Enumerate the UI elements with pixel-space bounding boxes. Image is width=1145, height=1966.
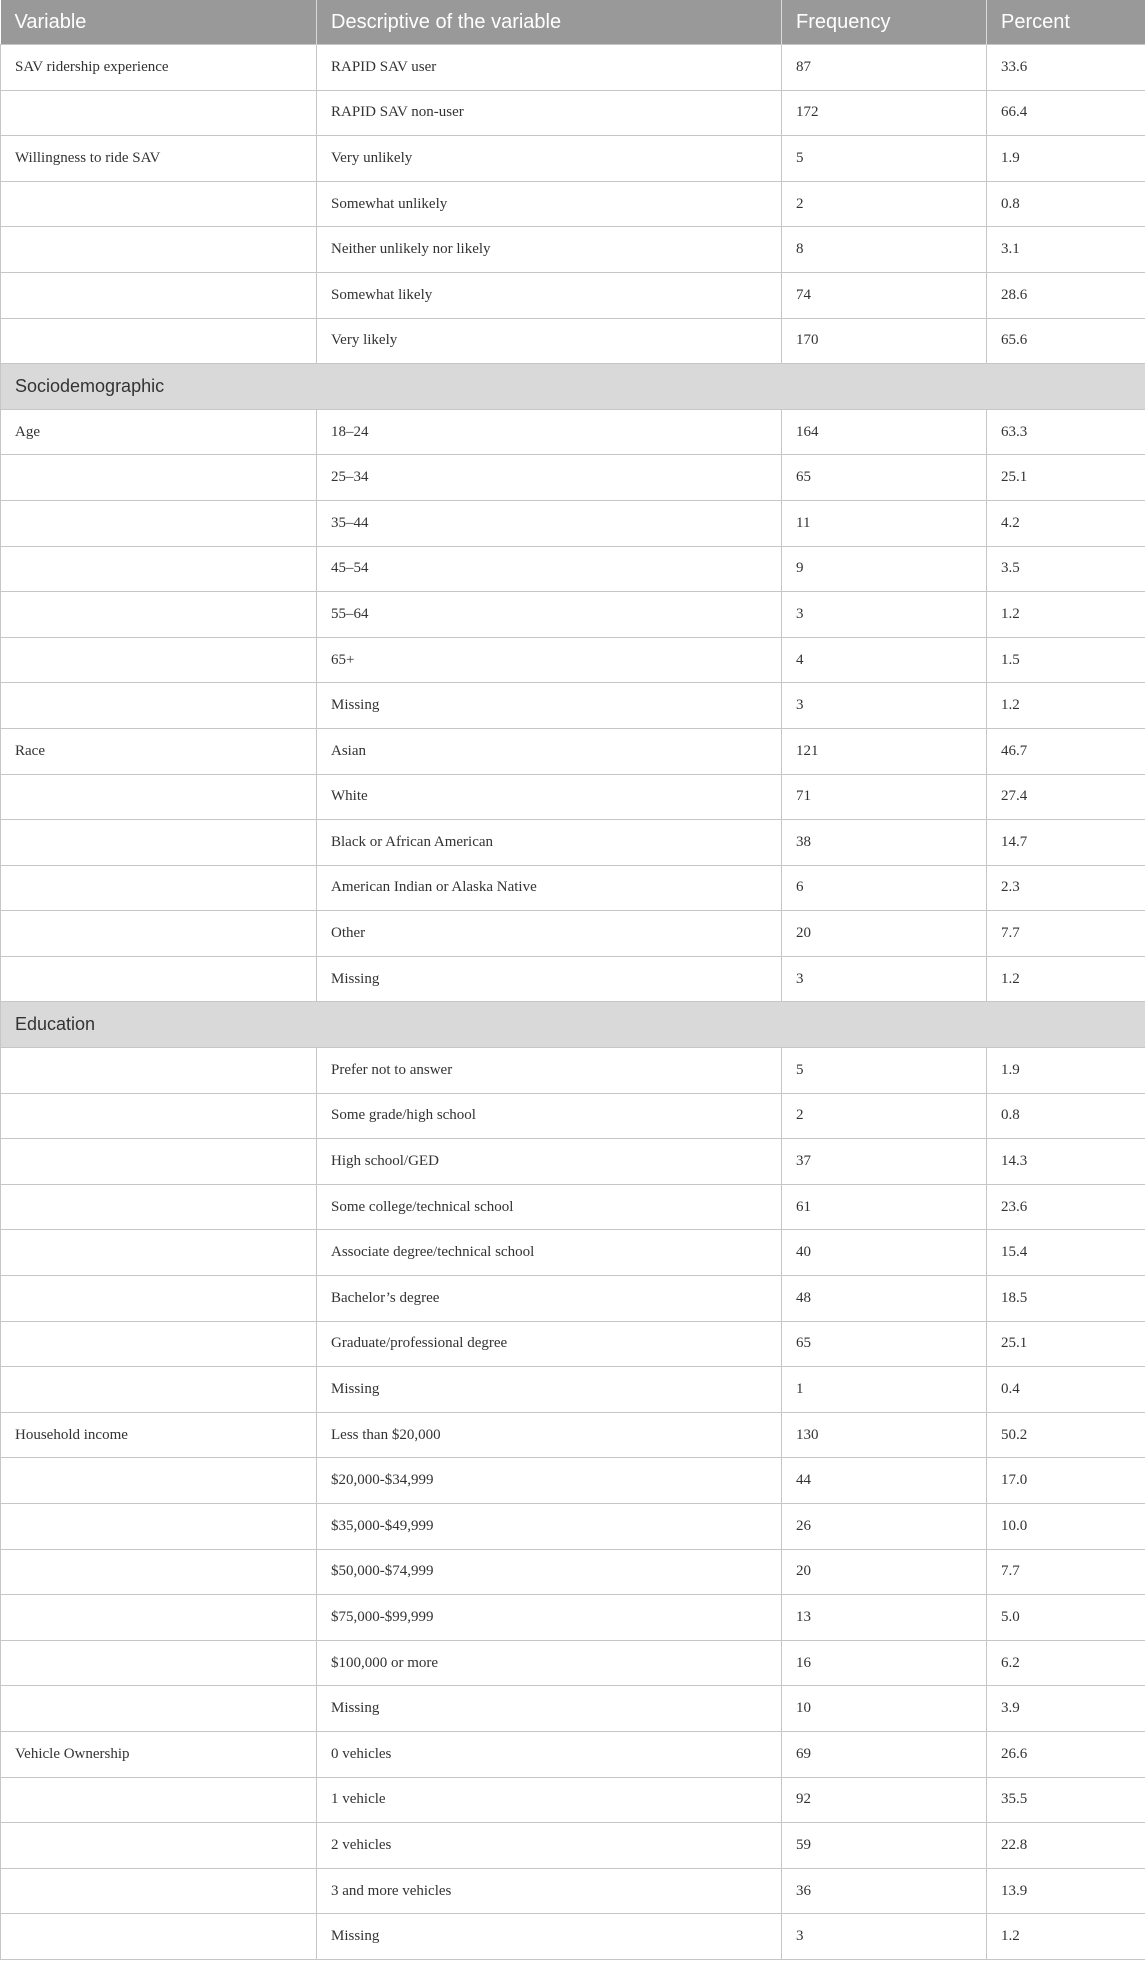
cell-descriptive: Somewhat likely [317, 272, 782, 318]
table-row [1, 1093, 1145, 1139]
cell-descriptive: Asian [317, 728, 782, 774]
cell-percent: 1.9 [987, 136, 1145, 182]
cell-descriptive: American Indian or Alaska Native [317, 865, 782, 911]
cell-descriptive: Associate degree/technical school [317, 1230, 782, 1276]
cell-frequency: 3 [782, 1914, 987, 1960]
table-row [1, 409, 1145, 455]
cell-percent: 18.5 [987, 1276, 1145, 1322]
cell-descriptive: RAPID SAV non-user [317, 90, 782, 136]
cell-percent: 25.1 [987, 1321, 1145, 1367]
cell-frequency: 20 [782, 1549, 987, 1595]
cell-variable [1, 1048, 317, 1094]
cell-frequency: 3 [782, 592, 987, 638]
table-row [1, 136, 1145, 182]
cell-variable [1, 865, 317, 911]
cell-percent: 14.7 [987, 820, 1145, 866]
cell-variable [1, 500, 317, 546]
cell-percent: 0.8 [987, 1093, 1145, 1139]
cell-descriptive: $20,000-$34,999 [317, 1458, 782, 1504]
cell-percent: 17.0 [987, 1458, 1145, 1504]
cell-percent: 26.6 [987, 1731, 1145, 1777]
table-row [1, 455, 1145, 501]
cell-percent: 10.0 [987, 1504, 1145, 1550]
cell-percent: 5.0 [987, 1595, 1145, 1641]
cell-descriptive: Black or African American [317, 820, 782, 866]
cell-descriptive: 25–34 [317, 455, 782, 501]
cell-variable [1, 1367, 317, 1413]
cell-descriptive: 1 vehicle [317, 1777, 782, 1823]
cell-frequency: 130 [782, 1412, 987, 1458]
cell-variable: Vehicle Ownership [1, 1731, 317, 1777]
cell-variable [1, 637, 317, 683]
table-row [1, 956, 1145, 1002]
cell-variable [1, 1230, 317, 1276]
cell-descriptive: Some grade/high school [317, 1093, 782, 1139]
cell-descriptive: RAPID SAV user [317, 45, 782, 91]
cell-variable [1, 272, 317, 318]
cell-variable [1, 1549, 317, 1595]
cell-percent: 46.7 [987, 728, 1145, 774]
cell-descriptive: High school/GED [317, 1139, 782, 1185]
cell-percent: 23.6 [987, 1184, 1145, 1230]
cell-frequency: 40 [782, 1230, 987, 1276]
cell-descriptive: 45–54 [317, 546, 782, 592]
table-row [1, 1731, 1145, 1777]
cell-variable [1, 1139, 317, 1185]
cell-descriptive: 18–24 [317, 409, 782, 455]
cell-percent: 35.5 [987, 1777, 1145, 1823]
cell-variable [1, 1595, 317, 1641]
cell-frequency: 61 [782, 1184, 987, 1230]
cell-descriptive: Prefer not to answer [317, 1048, 782, 1094]
cell-variable: Willingness to ride SAV [1, 136, 317, 182]
cell-frequency: 65 [782, 1321, 987, 1367]
cell-percent: 1.2 [987, 1914, 1145, 1960]
cell-percent: 27.4 [987, 774, 1145, 820]
cell-variable [1, 318, 317, 364]
cell-variable [1, 1458, 317, 1504]
cell-percent: 1.5 [987, 637, 1145, 683]
cell-variable [1, 774, 317, 820]
cell-frequency: 92 [782, 1777, 987, 1823]
cell-frequency: 59 [782, 1823, 987, 1869]
cell-percent: 6.2 [987, 1640, 1145, 1686]
cell-variable [1, 227, 317, 273]
cell-variable [1, 592, 317, 638]
cell-variable [1, 1914, 317, 1960]
table-row [1, 546, 1145, 592]
table-row [1, 1686, 1145, 1732]
cell-descriptive: 0 vehicles [317, 1731, 782, 1777]
cell-percent: 22.8 [987, 1823, 1145, 1869]
cell-frequency: 9 [782, 546, 987, 592]
cell-percent: 66.4 [987, 90, 1145, 136]
cell-percent: 33.6 [987, 45, 1145, 91]
cell-frequency: 20 [782, 911, 987, 957]
cell-variable [1, 956, 317, 1002]
cell-descriptive: Neither unlikely nor likely [317, 227, 782, 273]
cell-percent: 25.1 [987, 455, 1145, 501]
table-row [1, 90, 1145, 136]
cell-frequency: 48 [782, 1276, 987, 1322]
cell-frequency: 65 [782, 455, 987, 501]
table-row [1, 1139, 1145, 1185]
cell-frequency: 16 [782, 1640, 987, 1686]
cell-descriptive: Missing [317, 1367, 782, 1413]
table-row [1, 1549, 1145, 1595]
table-row [1, 318, 1145, 364]
table-row [1, 227, 1145, 273]
header-descriptive: Descriptive of the variable [317, 0, 782, 45]
cell-descriptive: 3 and more vehicles [317, 1868, 782, 1914]
cell-frequency: 10 [782, 1686, 987, 1732]
cell-frequency: 3 [782, 956, 987, 1002]
cell-frequency: 11 [782, 500, 987, 546]
cell-variable [1, 1686, 317, 1732]
cell-descriptive: Missing [317, 1914, 782, 1960]
cell-percent: 0.4 [987, 1367, 1145, 1413]
cell-descriptive: Less than $20,000 [317, 1412, 782, 1458]
cell-percent: 13.9 [987, 1868, 1145, 1914]
section-row [1, 1002, 1145, 1048]
cell-percent: 3.1 [987, 227, 1145, 273]
table-row [1, 683, 1145, 729]
cell-percent: 1.2 [987, 956, 1145, 1002]
cell-variable [1, 90, 317, 136]
cell-variable [1, 1640, 317, 1686]
cell-descriptive: $100,000 or more [317, 1640, 782, 1686]
cell-percent: 1.9 [987, 1048, 1145, 1094]
table-row [1, 1412, 1145, 1458]
cell-percent: 3.9 [987, 1686, 1145, 1732]
cell-variable: SAV ridership experience [1, 45, 317, 91]
cell-percent: 2.3 [987, 865, 1145, 911]
cell-frequency: 74 [782, 272, 987, 318]
header-row [1, 0, 1145, 45]
cell-percent: 3.5 [987, 546, 1145, 592]
cell-variable: Household income [1, 1412, 317, 1458]
cell-percent: 7.7 [987, 1549, 1145, 1595]
table-row [1, 865, 1145, 911]
table-row [1, 1595, 1145, 1641]
table-row [1, 592, 1145, 638]
cell-frequency: 5 [782, 136, 987, 182]
cell-descriptive: Somewhat unlikely [317, 181, 782, 227]
cell-frequency: 2 [782, 1093, 987, 1139]
cell-percent: 14.3 [987, 1139, 1145, 1185]
table-row [1, 1914, 1145, 1960]
cell-descriptive: Missing [317, 956, 782, 1002]
table-row [1, 1230, 1145, 1276]
cell-descriptive: $50,000-$74,999 [317, 1549, 782, 1595]
cell-percent: 15.4 [987, 1230, 1145, 1276]
section-label: Sociodemographic [1, 364, 1145, 410]
cell-frequency: 8 [782, 227, 987, 273]
cell-percent: 28.6 [987, 272, 1145, 318]
cell-variable [1, 546, 317, 592]
table-row [1, 1868, 1145, 1914]
cell-frequency: 87 [782, 45, 987, 91]
table-row [1, 1184, 1145, 1230]
table-row [1, 774, 1145, 820]
table-row [1, 1367, 1145, 1413]
cell-descriptive: Some college/technical school [317, 1184, 782, 1230]
cell-variable [1, 1823, 317, 1869]
table-row [1, 1458, 1145, 1504]
section-row [1, 364, 1145, 410]
cell-variable [1, 181, 317, 227]
table-row [1, 1048, 1145, 1094]
cell-frequency: 4 [782, 637, 987, 683]
table-row [1, 272, 1145, 318]
table-row [1, 1321, 1145, 1367]
table-row [1, 500, 1145, 546]
cell-variable [1, 683, 317, 729]
table-row [1, 181, 1145, 227]
cell-percent: 65.6 [987, 318, 1145, 364]
table-row [1, 637, 1145, 683]
cell-descriptive: Graduate/professional degree [317, 1321, 782, 1367]
cell-variable [1, 820, 317, 866]
cell-frequency: 6 [782, 865, 987, 911]
cell-variable [1, 911, 317, 957]
cell-descriptive: $35,000-$49,999 [317, 1504, 782, 1550]
cell-variable: Age [1, 409, 317, 455]
cell-frequency: 69 [782, 1731, 987, 1777]
cell-frequency: 1 [782, 1367, 987, 1413]
cell-percent: 63.3 [987, 409, 1145, 455]
table-row [1, 1640, 1145, 1686]
cell-frequency: 170 [782, 318, 987, 364]
cell-descriptive: Missing [317, 1686, 782, 1732]
cell-descriptive: 65+ [317, 637, 782, 683]
cell-frequency: 2 [782, 181, 987, 227]
cell-frequency: 38 [782, 820, 987, 866]
cell-percent: 7.7 [987, 911, 1145, 957]
table-body [1, 45, 1145, 1960]
cell-frequency: 36 [782, 1868, 987, 1914]
header-frequency: Frequency [782, 0, 987, 45]
cell-variable [1, 1321, 317, 1367]
table-row [1, 1276, 1145, 1322]
cell-descriptive: $75,000-$99,999 [317, 1595, 782, 1641]
cell-variable: Race [1, 728, 317, 774]
cell-variable [1, 1868, 317, 1914]
cell-frequency: 44 [782, 1458, 987, 1504]
cell-descriptive: Very likely [317, 318, 782, 364]
header-variable: Variable [1, 0, 317, 45]
cell-variable [1, 1777, 317, 1823]
cell-frequency: 26 [782, 1504, 987, 1550]
header-percent: Percent [987, 0, 1145, 45]
cell-variable [1, 1184, 317, 1230]
cell-descriptive: 35–44 [317, 500, 782, 546]
cell-percent: 0.8 [987, 181, 1145, 227]
table-row [1, 1504, 1145, 1550]
cell-descriptive: Very unlikely [317, 136, 782, 182]
cell-variable [1, 1504, 317, 1550]
cell-variable [1, 1093, 317, 1139]
cell-descriptive: 2 vehicles [317, 1823, 782, 1869]
table-header [1, 0, 1145, 45]
cell-descriptive: Other [317, 911, 782, 957]
cell-percent: 1.2 [987, 592, 1145, 638]
section-label: Education [1, 1002, 1145, 1048]
cell-frequency: 172 [782, 90, 987, 136]
cell-frequency: 13 [782, 1595, 987, 1641]
table-row [1, 1823, 1145, 1869]
cell-frequency: 164 [782, 409, 987, 455]
cell-percent: 50.2 [987, 1412, 1145, 1458]
cell-variable [1, 1276, 317, 1322]
cell-frequency: 71 [782, 774, 987, 820]
cell-descriptive: White [317, 774, 782, 820]
table-row [1, 1777, 1145, 1823]
table-row [1, 45, 1145, 91]
cell-percent: 1.2 [987, 683, 1145, 729]
cell-frequency: 3 [782, 683, 987, 729]
cell-frequency: 5 [782, 1048, 987, 1094]
cell-frequency: 37 [782, 1139, 987, 1185]
cell-percent: 4.2 [987, 500, 1145, 546]
cell-frequency: 121 [782, 728, 987, 774]
cell-variable [1, 455, 317, 501]
cell-descriptive: Bachelor’s degree [317, 1276, 782, 1322]
table-row [1, 820, 1145, 866]
table-row [1, 911, 1145, 957]
cell-descriptive: Missing [317, 683, 782, 729]
cell-descriptive: 55–64 [317, 592, 782, 638]
table-row [1, 728, 1145, 774]
